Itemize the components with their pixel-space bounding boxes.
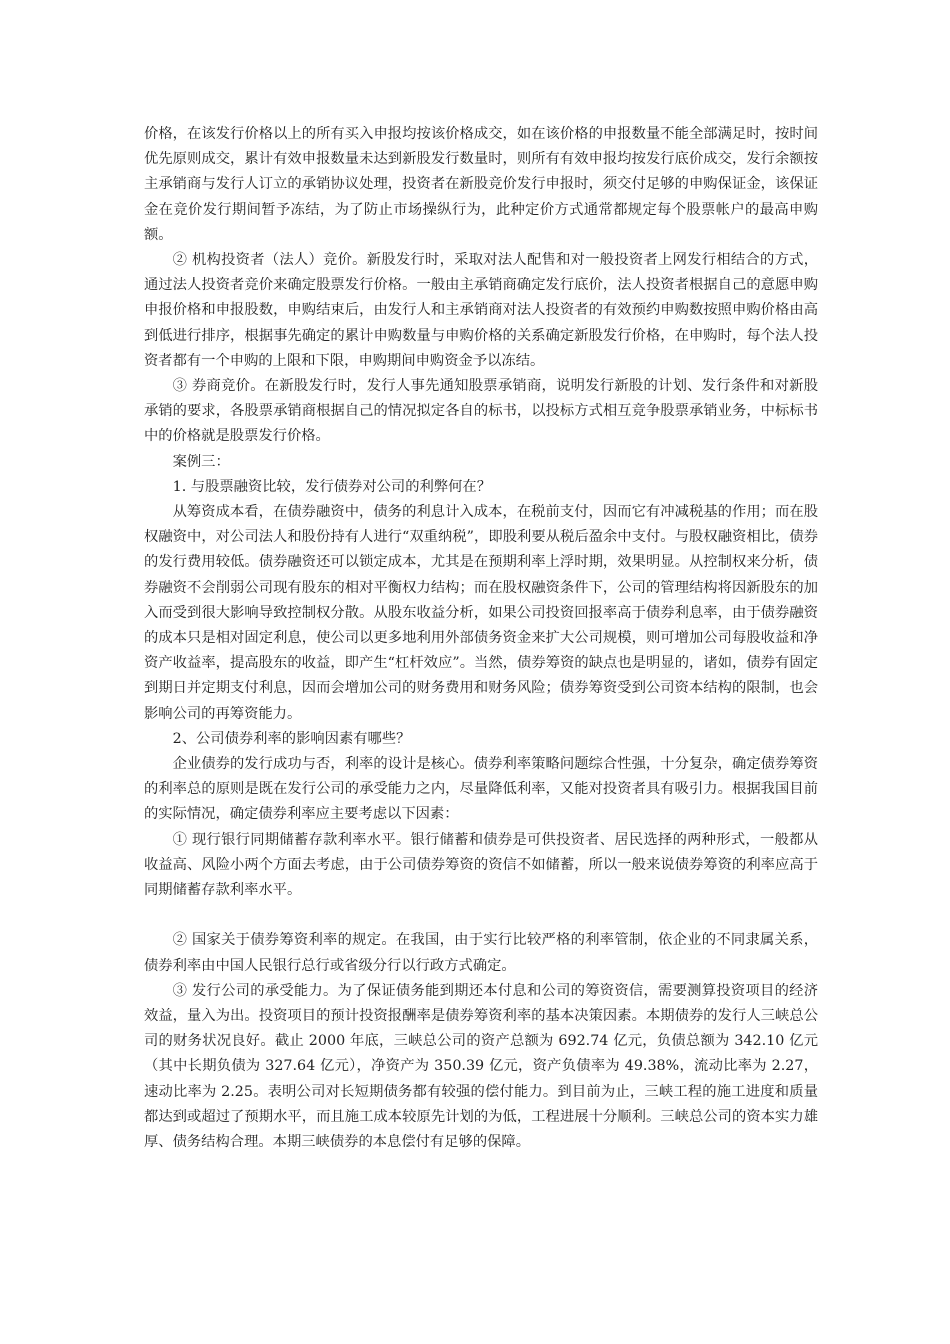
paragraph-factor-state-regulation: ② 国家关于债券筹资利率的规定。在我国，由于实行比较严格的利率管制，依企业的不同隶属关系，债券利率由中国人民银行总行或省级分行以行政方式确定。 <box>144 932 818 974</box>
question-two-heading: 2、公司债券利率的影响因素有哪些？ <box>172 730 411 747</box>
question-one-heading: 1. 与股票融资比较，发行债券对公司的利弊何在？ <box>172 478 492 495</box>
paragraph-factor-savings-rate: ① 现行银行同期储蓄存款利率水平。银行储蓄和债券是可供投资者、居民选择的两种形式，一般都从收益高、风险小两个方面去考虑，由于公司债券筹资的资信不如储蓄，所以一般来说债券筹资的利率应高于同期储蓄存款利率水平。 <box>144 831 818 899</box>
case-three-heading: 案例三： <box>172 453 230 470</box>
paragraph-bond-pros-cons: 从筹资成本看，在债券融资中，债务的利息计入成本，在税前支付，因而它有冲减税基的作用；而在股权融资中，对公司法人和股份持有人进行“双重纳税”，即股利要从税后盈余中支付。与股权融资相比，债券的发行费用较低。债券融资还可以锁定成本，尤其是在预期利率上浮时期，效果明显。从控制权来分析，债券融资不会削弱公司现有股东的相对平衡权力结构；而在股权融资条件下，公司的管理结构将因新股东的加入而受到很大影响导致控制权分散。从股东收益分析，如果公司投资回报率高于债券利息率，由于债券融资的成本只是相对固定利息，使公司以更多地利用外部债务资金来扩大公司规模，则可增加公司每股收益和净资产收益率，提高股东的收益，即产生“杠杆效应”。当然，债券筹资的缺点也是明显的，诸如，债券有固定到期日并定期支付利息，因而会增加公司的财务费用和财务风险；债券筹资受到公司资本结构的限制，也会影响公司的再筹资能力。 <box>144 504 818 722</box>
paragraph-broker-bidding: ③ 券商竞价。在新股发行时，发行人事先通知股票承销商，说明发行新股的计划、发行条件和对新股承销的要求，各股票承销商根据自己的情况拟定各自的标书，以投标方式相互竞争股票承销业务，中标标书中的价格就是股票发行价格。 <box>144 378 818 445</box>
paragraph-factor-issuer-capacity: ③ 发行公司的承受能力。为了保证债务能到期还本付息和公司的筹资资信，需要测算投资项目的经济效益，量入为出。投资项目的预计投资报酬率是债券筹资利率的基本决策因素。本期债券的发行人三峡总公司的财务状况良好。截止 2000 年底，三峡总公司的资产总额为 692.74 亿元，负债总额为 342.10 亿元（其中长期负债为 327.64 亿元），净资产为 350.39 亿元，资产负债率为 49.38%，流动比率为 2.27，速动比率为 2.25。表明公司对长短期债务都有较强的偿付能力。到目前为止，三峡工程的施工进度和质量都达到或超过了预期水平，而且施工成本较原先计划的为低，工程进展十分顺利。三峡总公司的资本实力雄厚、债务结构合理。本期三峡债券的本息偿付有足够的保障。 <box>144 982 818 1150</box>
document-page <box>144 122 818 1155</box>
paragraph-institutional-bidding: ② 机构投资者（法人）竞价。新股发行时，采取对法人配售和对一般投资者上网发行相结合的方式，通过法人投资者竞价来确定股票发行价格。一般由主承销商确定发行底价，法人投资者根据自己的意愿申购申报价格和申报股数，申购结束后，由发行人和主承销商对法人投资者的有效预约申购数按照申购价格由高到低进行排序，根据事先确定的累计申购数量与申购价格的关系确定新股发行价格，在申购时，每个法人投资者都有一个申购的上限和下限，申购期间申购资金予以冻结。 <box>144 252 818 369</box>
paragraph-bidding-price-rules: 价格，在该发行价格以上的所有买入申报均按该价格成交，如在该价格的申报数量不能全部满足时，按时间优先原则成交，累计有效申报数量未达到新股发行数量时，则所有有效申报均按发行底价成交，发行余额按主承销商与发行人订立的承销协议处理，投资者在新股竞价发行申报时，须交付足够的申购保证金，该保证金在竞价发行期间暂予冻结，为了防止市场操纵行为，此种定价方式通常都规定每个股票帐户的最高申购额。 <box>144 126 818 243</box>
paragraph-interest-rate-principles: 企业债券的发行成功与否，利率的设计是核心。债券利率策略问题综合性强，十分复杂，确定债券筹资的利率总的原则是既在发行公司的承受能力之内，尽量降低利率，又能对投资者具有吸引力。根据我国目前的实际情况，确定债券利率应主要考虑以下因素： <box>144 756 818 823</box>
blank-line <box>144 903 818 928</box>
